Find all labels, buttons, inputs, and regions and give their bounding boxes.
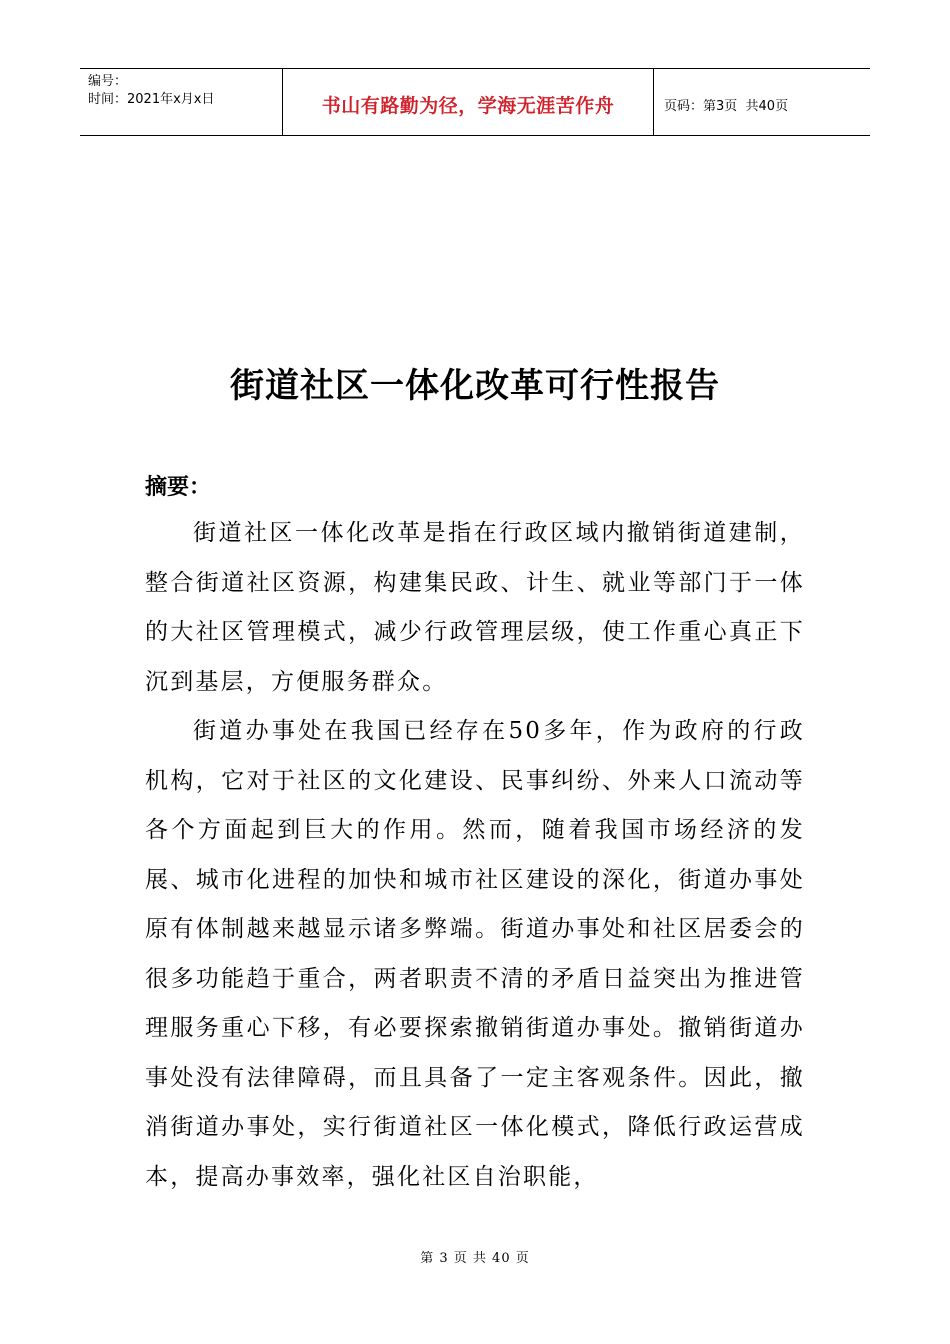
- paragraph: 街道办事处在我国已经存在50多年，作为政府的行政机构，它对于社区的文化建设、民事纠纷、外来人口流动等各个方面起到巨大的作用。然而，随着我国市场经济的发展、城市化进程的加快和城市社区建设的深化，街道办事处原有体制越来越显示诸多弊端。街道办事处和社区居委会的很多功能趋于重合，两者职责不清的矛盾日益突出为推进管理服务重心下移，有必要探索撤销街道办事处。撤销街道办事处没有法律障碍，而且具备了一定主客观条件。因此，撤消街道办事处，实行街道社区一体化模式，降低行政运营成本，提高办事效率，强化社区自治职能，: [145, 718, 805, 1190]
- abstract-heading: 摘要：: [145, 475, 212, 500]
- document-date-label: 时间：2021年x月x日: [88, 92, 215, 107]
- document-number-label: 编号：: [88, 74, 128, 89]
- document-title: 街道社区一体化改革可行性报告: [230, 366, 720, 406]
- paragraph: 街道社区一体化改革是指在行政区域内撤销街道建制，整合街道社区资源，构建集民政、计生、就业等部门于一体的大社区管理模式，减少行政管理层级，使工作重心真正下沉到基层，方便服务群众。: [145, 520, 805, 695]
- document-header: [80, 68, 870, 136]
- header-meta: [80, 69, 282, 135]
- page-footer: 第 3 页 共 40 页: [420, 1251, 530, 1266]
- abstract-body: [145, 509, 805, 1202]
- header-motto-cell: [282, 69, 654, 135]
- header-page-info: 页码：第3页 共40页: [664, 98, 789, 114]
- header-page-info-cell: [654, 71, 870, 137]
- header-motto: 书山有路勤为径，学海无涯苦作舟: [321, 94, 615, 117]
